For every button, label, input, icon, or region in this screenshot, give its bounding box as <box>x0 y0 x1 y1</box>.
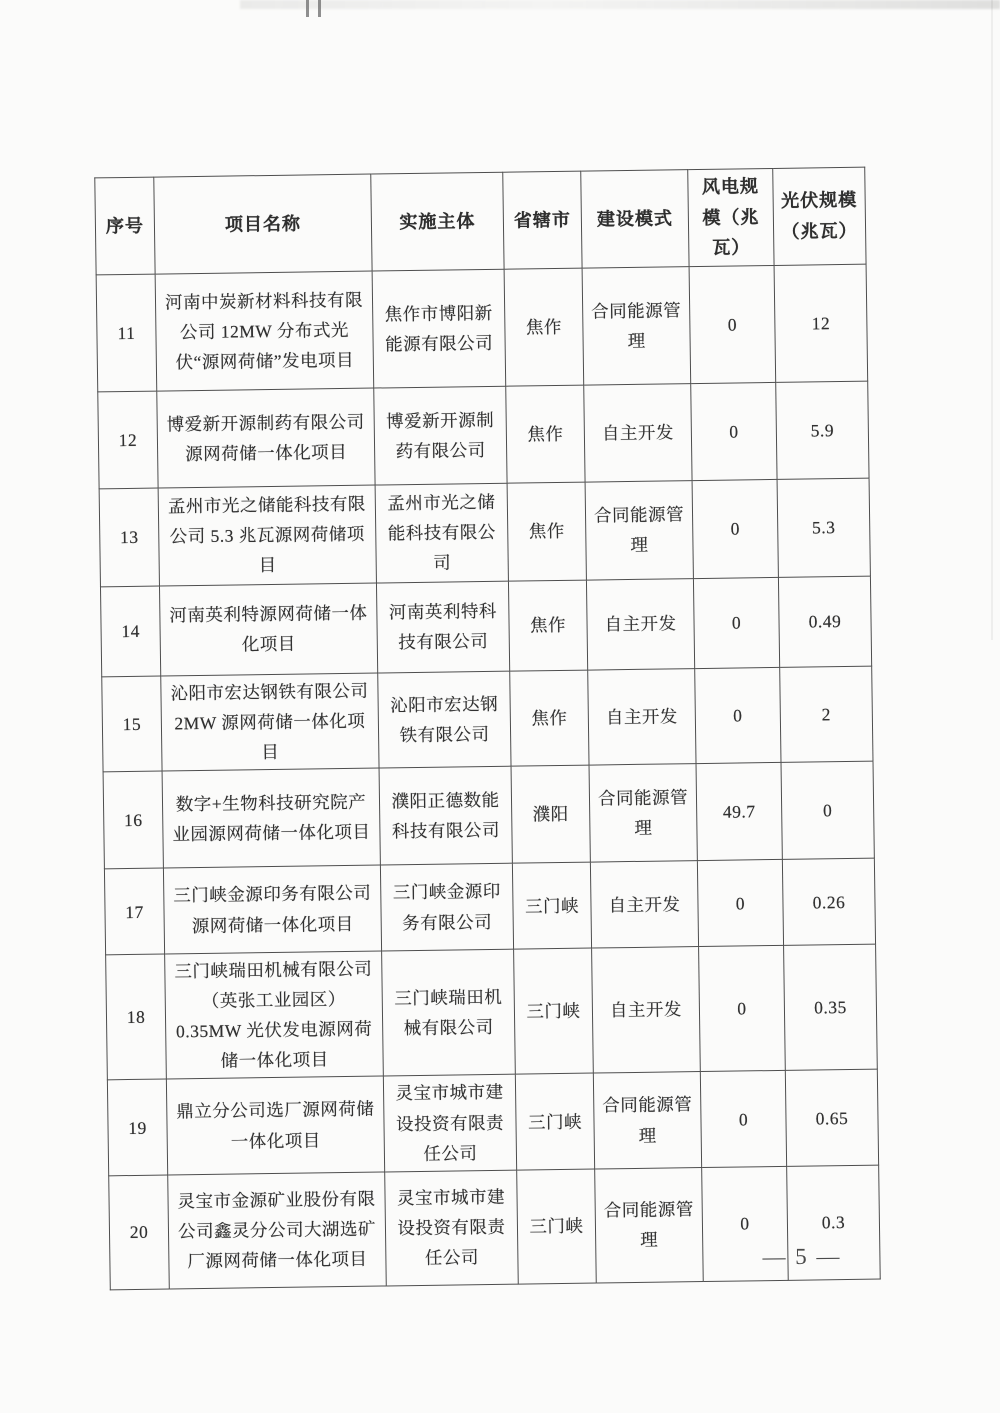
project-name-cell: 三门峡金源印务有限公司源网荷储一体化项目 <box>163 865 381 954</box>
serial-cell: 18 <box>106 954 167 1080</box>
table-row <box>102 666 873 772</box>
serial-cell: 15 <box>102 676 162 772</box>
table-row <box>106 944 878 1080</box>
pv-scale-cell: 0.3 <box>787 1165 881 1280</box>
mode-cell: 合同能源管理 <box>593 1072 701 1169</box>
table-row <box>107 1070 878 1176</box>
city-cell: 焦作 <box>506 385 585 483</box>
pv-scale-cell: 0.26 <box>782 858 875 945</box>
city-cell: 焦作 <box>510 670 589 766</box>
city-cell: 焦作 <box>507 482 586 581</box>
entity-cell: 三门峡瑞田机械有限公司 <box>382 949 516 1076</box>
serial-cell: 12 <box>98 391 158 489</box>
table-body <box>96 264 880 1290</box>
entity-cell: 孟州市光之储能科技有限公司 <box>375 483 508 583</box>
wind-scale-cell: 0 <box>695 667 781 763</box>
mode-cell: 自主开发 <box>586 578 694 669</box>
project-name-cell: 孟州市光之储能科技有限公司 5.3 兆瓦源网荷储项目 <box>158 485 376 586</box>
entity-cell: 灵宝市城市建设投资有限责任公司 <box>383 1075 516 1172</box>
serial-cell: 16 <box>103 771 163 869</box>
table-row <box>98 381 869 489</box>
pv-scale-cell: 5.9 <box>776 381 869 479</box>
header-city: 省辖市 <box>503 171 582 269</box>
page-number: — 5 — <box>762 1243 842 1270</box>
project-name-cell: 灵宝市金源矿业股份有限公司鑫灵分公司大湖选矿厂源网荷储一体化项目 <box>168 1172 387 1289</box>
header-mode: 建设模式 <box>581 170 689 268</box>
pv-scale-cell: 5.3 <box>777 478 870 577</box>
entity-cell: 濮阳正德数能科技有限公司 <box>379 766 512 865</box>
project-name-cell: 鼎立分公司选厂源网荷储一体化项目 <box>166 1076 384 1174</box>
pv-scale-cell: 0.49 <box>778 576 871 667</box>
table-row <box>96 264 868 392</box>
project-name-cell: 博爱新开源制药有限公司源网荷储一体化项目 <box>157 388 375 488</box>
wind-scale-cell: 0 <box>693 577 779 668</box>
serial-cell: 17 <box>104 868 164 955</box>
table-row <box>100 576 871 677</box>
entity-cell: 河南英利特科技有限公司 <box>376 581 509 673</box>
city-cell: 三门峡 <box>517 1169 597 1284</box>
mode-cell: 合同能源管理 <box>582 266 691 384</box>
projects-table <box>94 167 880 1290</box>
city-cell: 三门峡 <box>515 1073 594 1169</box>
city-cell: 焦作 <box>508 580 587 671</box>
header-pv-mw: 光伏规模（兆瓦） <box>773 167 866 265</box>
pv-scale-cell: 0.65 <box>785 1070 878 1167</box>
city-cell: 濮阳 <box>511 765 590 863</box>
table-row <box>103 761 874 869</box>
wind-scale-cell: 0 <box>691 382 777 480</box>
pv-scale-cell: 12 <box>774 264 868 382</box>
serial-cell: 20 <box>109 1175 170 1290</box>
header-project: 项目名称 <box>154 174 372 274</box>
wind-scale-cell: 0 <box>699 945 786 1072</box>
header-entity: 实施主体 <box>371 172 504 271</box>
entity-cell: 沁阳市宏达钢铁有限公司 <box>378 671 511 768</box>
pv-scale-cell: 0 <box>781 761 874 859</box>
mode-cell: 合同能源管理 <box>595 1167 704 1282</box>
serial-cell: 13 <box>99 488 159 587</box>
mode-cell: 合同能源管理 <box>589 764 697 862</box>
mode-cell: 自主开发 <box>588 668 696 765</box>
project-name-cell: 数字+生物科技研究院产业园源网荷储一体化项目 <box>162 768 380 868</box>
table-row <box>104 858 875 955</box>
mode-cell: 自主开发 <box>590 861 698 948</box>
scan-page-edge <box>991 0 993 640</box>
city-cell: 三门峡 <box>512 862 591 949</box>
scan-smudge-top <box>240 0 1000 9</box>
mode-cell: 合同能源管理 <box>585 480 693 579</box>
city-cell: 焦作 <box>504 268 584 386</box>
mode-cell: 自主开发 <box>584 383 692 481</box>
serial-cell: 14 <box>100 586 160 677</box>
wind-scale-cell: 49.7 <box>696 762 782 860</box>
table-row <box>109 1165 881 1290</box>
entity-cell: 博爱新开源制药有限公司 <box>374 386 507 485</box>
header-serial: 序号 <box>95 177 155 275</box>
entity-cell: 灵宝市城市建设投资有限责任公司 <box>385 1170 519 1286</box>
project-name-cell: 河南中炭新材料科技有限公司 12MW 分布式光伏“源网荷储”发电项目 <box>155 271 374 391</box>
wind-scale-cell: 0 <box>702 1166 789 1281</box>
wind-scale-cell: 0 <box>697 859 783 946</box>
table-header-row <box>95 167 866 275</box>
project-name-cell: 河南英利特源网荷储一体化项目 <box>159 583 377 676</box>
scan-tick-mark <box>318 0 321 17</box>
wind-scale-cell: 0 <box>700 1071 786 1167</box>
city-cell: 三门峡 <box>514 948 594 1074</box>
table-row <box>99 478 870 587</box>
entity-cell: 三门峡金源印务有限公司 <box>380 863 513 951</box>
serial-cell: 19 <box>107 1079 167 1175</box>
pv-scale-cell: 2 <box>780 666 873 763</box>
project-name-cell: 三门峡瑞田机械有限公司（英张工业园区）0.35MW 光伏发电源网荷储一体化项目 <box>165 951 384 1079</box>
entity-cell: 焦作市博阳新能源有限公司 <box>372 269 506 388</box>
wind-scale-cell: 0 <box>689 265 776 383</box>
mode-cell: 自主开发 <box>592 947 701 1074</box>
header-wind-mw: 风电规模（兆瓦） <box>688 168 774 266</box>
pv-scale-cell: 0.35 <box>784 944 878 1071</box>
project-name-cell: 沁阳市宏达钢铁有限公司 2MW 源网荷储一体化项目 <box>161 673 379 771</box>
serial-cell: 11 <box>96 274 157 392</box>
scan-tick-mark <box>306 0 309 17</box>
projects-table-container <box>94 167 879 1290</box>
wind-scale-cell: 0 <box>692 479 778 578</box>
